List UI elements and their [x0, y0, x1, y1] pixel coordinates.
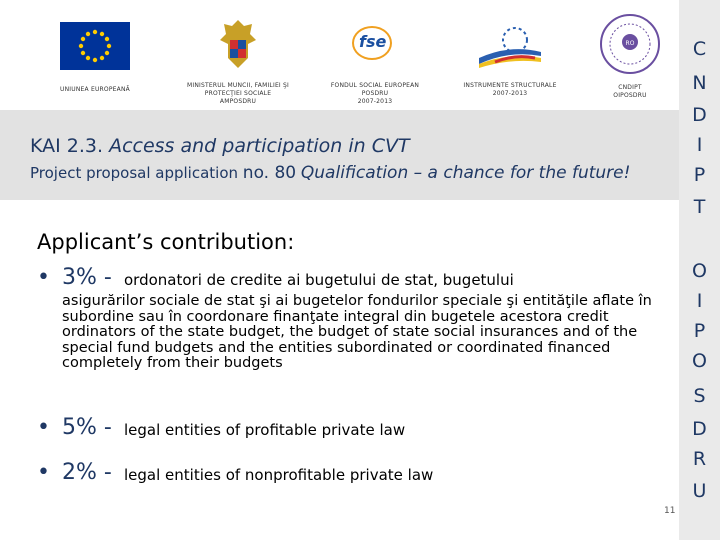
proposal-prefix: Project proposal application [30, 164, 239, 182]
logo-cndipt [590, 12, 670, 100]
fse-logo-icon [350, 22, 400, 62]
side-letter: O [692, 260, 707, 282]
side-letter: P [693, 320, 706, 342]
structural-instruments-icon [475, 22, 545, 70]
proposal-title: Qualification – a chance for the future! [300, 163, 631, 183]
side-letter: U [692, 480, 707, 502]
item-text: legal entities of nonprofitable private law [124, 466, 434, 484]
side-letter: C [692, 38, 707, 60]
cndipt-seal-icon [598, 12, 662, 76]
proposal-line [30, 163, 630, 183]
kai-prefix: KAI 2.3. [30, 135, 104, 157]
logo-caption-line: AMPOSDRU [219, 98, 257, 105]
item-description: asigurărilor sociale de stat şi ai bugetelor fondurilor speciale şi entităţile aflate în subordine sau în coordonare finanţate integral din bugetele acestora credit ordinators of the state budget, the budget of state social insurances and of the special fund budgets and the entities subordinated or coordinated financed completely from their budgets [62, 293, 652, 371]
fse-logo-text: fse [359, 32, 387, 51]
romanian-coat-of-arms-icon [218, 18, 258, 70]
logo-structural-instruments [455, 22, 565, 98]
logo-caption-line: POSDRU [361, 90, 389, 97]
side-letter: P [693, 164, 706, 186]
kai-italic: Access and participation in CVT [109, 135, 410, 157]
bullet-icon: • [37, 460, 50, 485]
logo-caption-line: INSTRUMENTE STRUCTURALE [463, 82, 557, 89]
logo-caption-line: OIPOSDRU [613, 92, 647, 99]
kai-title [30, 135, 410, 157]
item-text: legal entities of profitable private law [124, 421, 406, 439]
bullet-icon: • [37, 415, 50, 440]
contribution-heading: Applicant’s contribution: [37, 230, 295, 254]
side-letter: N [692, 72, 707, 94]
logo-caption-line: FONDUL SOCIAL EUROPEAN [330, 82, 420, 89]
side-letter: S [693, 385, 706, 407]
proposal-number: no. 80 [242, 163, 297, 183]
side-letter: R [692, 448, 707, 470]
side-letter: O [692, 350, 707, 372]
logo-caption-line: MINISTERUL MUNCII, FAMILIEI ŞI [187, 82, 289, 89]
logo-eu [45, 22, 145, 94]
side-letter: I [696, 134, 703, 156]
logo-caption: UNIUNEA EUROPEANĂ [60, 86, 130, 93]
side-letter: I [696, 290, 703, 312]
side-letter: D [692, 418, 707, 440]
logo-caption-line: PROTECŢIEI SOCIALE [204, 90, 272, 97]
side-letter: T [693, 196, 706, 218]
page-number: 11 [664, 506, 676, 516]
percentage-2: 2% - [62, 460, 112, 485]
logo-fse [315, 22, 435, 106]
item-lead-text: ordonatori de credite ai bugetului de stat, bugetului [124, 271, 514, 289]
logo-caption-line: 2007-2013 [357, 98, 393, 105]
bullet-icon: • [37, 265, 50, 290]
logo-ministry [178, 18, 298, 106]
percentage-3: 3% - [62, 265, 112, 290]
logo-caption-line: CNDIPT [618, 84, 642, 91]
svg-text:RO: RO [625, 40, 635, 47]
percentage-5: 5% - [62, 415, 112, 440]
side-letter: D [692, 104, 707, 126]
logo-caption-line: 2007-2013 [492, 90, 528, 97]
eu-flag-icon [60, 22, 130, 70]
side-strip [679, 0, 720, 540]
